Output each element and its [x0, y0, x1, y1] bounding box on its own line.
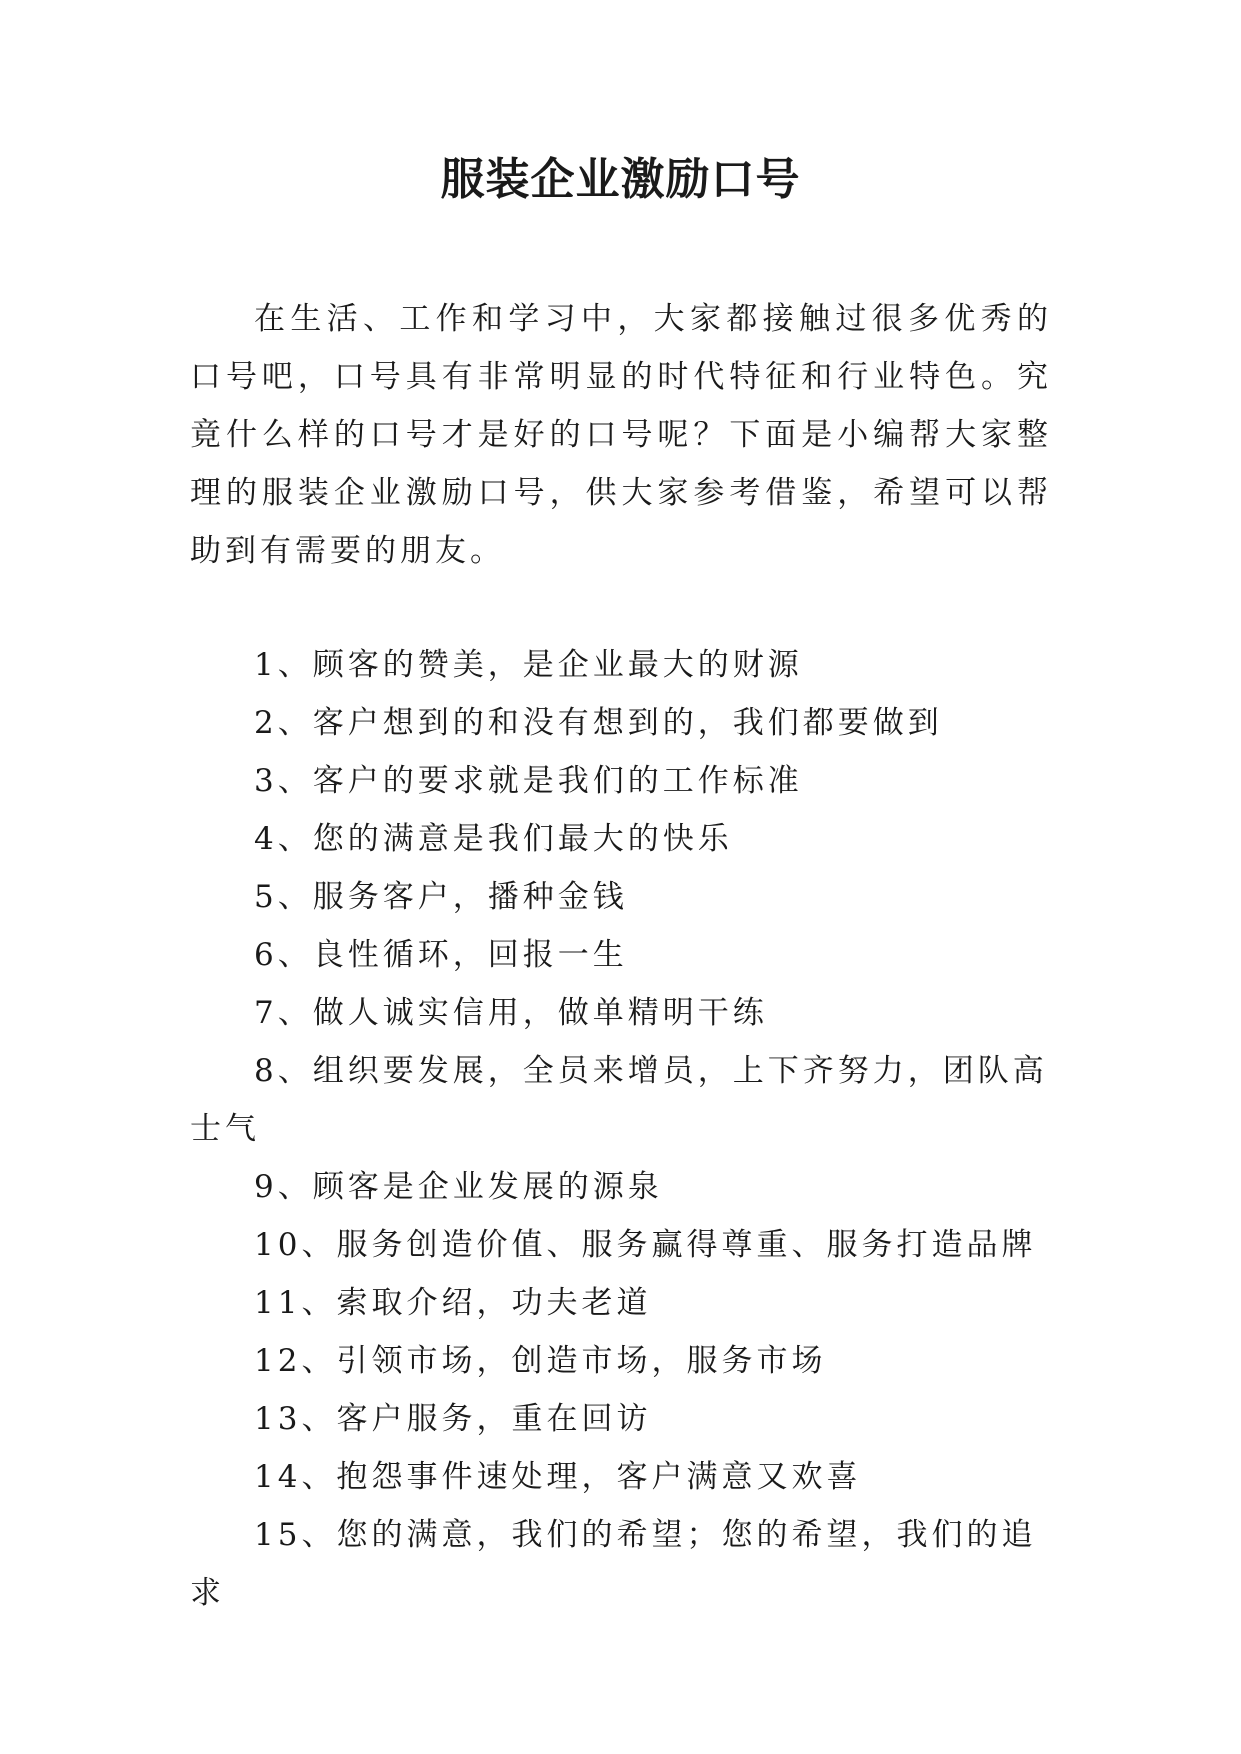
slogan-item: 13、客户服务，重在回访 [254, 1401, 652, 1437]
slogan-list [190, 636, 1052, 1622]
slogan-item: 12、引领市场，创造市场，服务市场 [254, 1343, 827, 1379]
slogan-item: 10、服务创造价值、服务赢得尊重、服务打造品牌 [254, 1227, 1037, 1263]
slogan-item: 11、索取介绍，功夫老道 [254, 1285, 652, 1321]
slogan-item: 4、您的满意是我们最大的快乐 [254, 821, 733, 857]
slogan-item: 3、客户的要求就是我们的工作标准 [254, 763, 803, 799]
page-title: 服装企业激励口号 [440, 154, 801, 205]
slogan-item: 5、服务客户，播种金钱 [254, 879, 628, 915]
slogan-item: 8、组织要发展，全员来增员，上下齐努力，团队高士气 [190, 1053, 1048, 1147]
slogan-item: 14、抱怨事件速处理，客户满意又欢喜 [254, 1459, 862, 1495]
slogan-item: 15、您的满意，我们的希望；您的希望，我们的追求 [190, 1517, 1037, 1611]
slogan-item: 7、做人诚实信用，做单精明干练 [254, 995, 768, 1031]
intro-paragraph: 在生活、工作和学习中，大家都接触过很多优秀的口号吧，口号具有非常明显的时代特征和行业特色。究竟什么样的口号才是好的口号呢？下面是小编帮大家整理的服装企业激励口号，供大家参考借鉴，希望可以帮助到有需要的朋友。 [190, 301, 1052, 569]
slogan-item: 6、良性循环，回报一生 [254, 937, 628, 973]
slogan-item: 9、顾客是企业发展的源泉 [254, 1169, 663, 1205]
slogan-item: 1、顾客的赞美，是企业最大的财源 [254, 647, 803, 683]
slogan-item: 2、客户想到的和没有想到的，我们都要做到 [254, 705, 943, 741]
